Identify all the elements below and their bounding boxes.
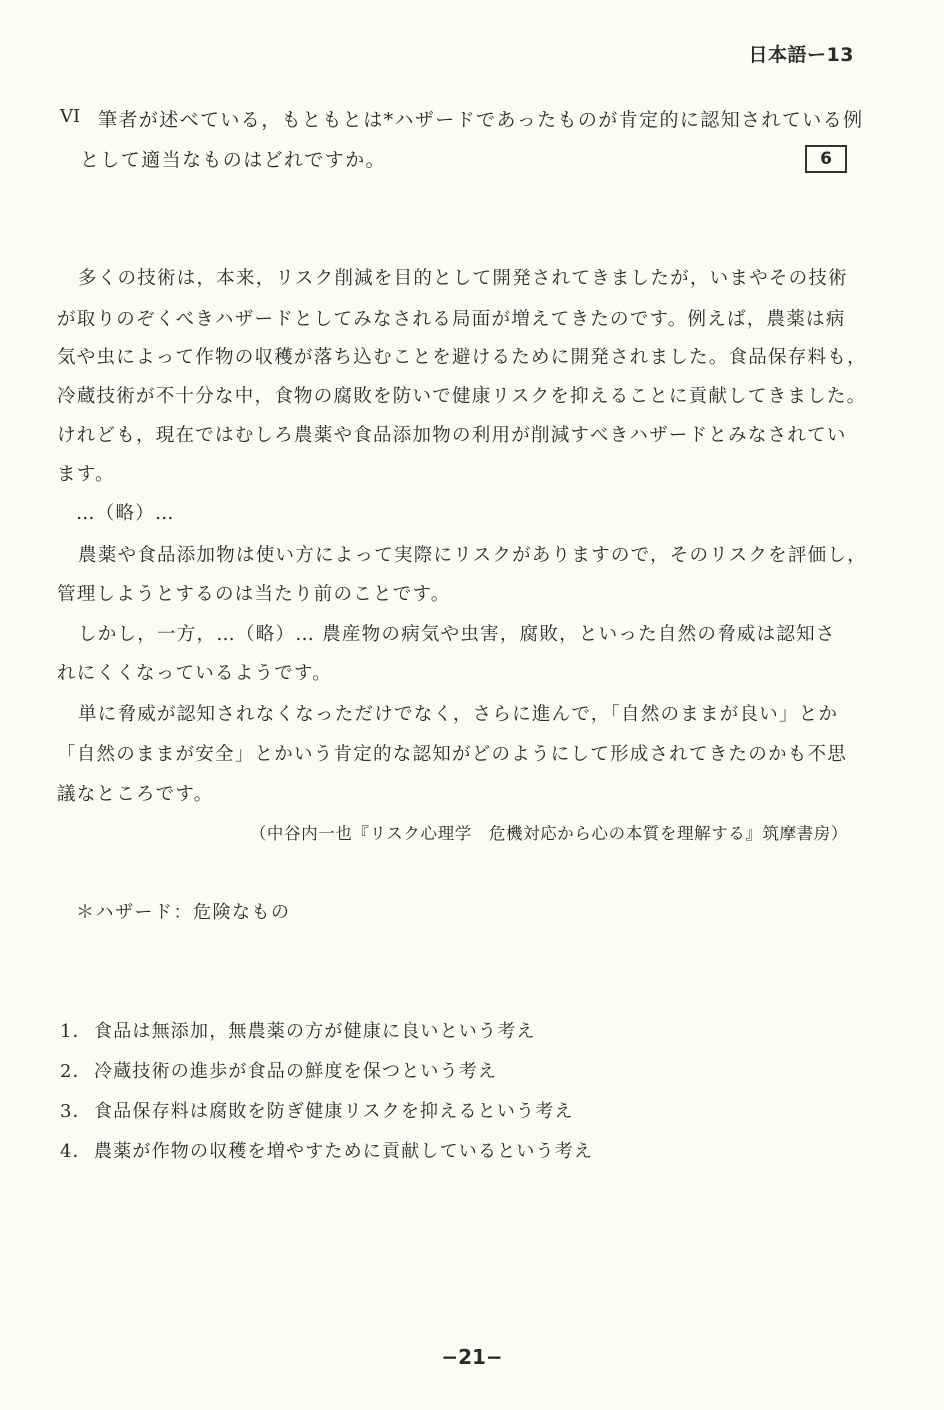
option-3[interactable] [60,1097,574,1123]
passage-line: が取りのぞくべきハザードとしてみなされる局面が増えてきたのです。例えば，農薬は病 [57,309,846,330]
source-citation: （中谷内一也『リスク心理学 危機対応から心の本質を理解する』筑摩書房） [249,824,848,843]
passage-line: 議なところです。 [57,784,214,805]
passage-line: 冷蔵技術が不十分な中，食物の腐敗を防いで健康リスクを抑えることに貢献してきました。 [57,386,867,407]
option-1[interactable] [60,1017,536,1043]
option-4[interactable] [60,1137,593,1163]
option-text: 食品は無添加，無農薬の方が健康に良いという考え [94,1021,536,1042]
option-2[interactable] [60,1057,497,1083]
option-number: 2． [60,1061,92,1082]
passage-line: 気や虫によって作物の収穫が落ち込むことを避けるために開発されました。食品保存料も， [57,347,867,368]
question-text-line-1: 筆者が述べている，もともとは*ハザードであったものが肯定的に認知されている例 [98,109,864,131]
passage-line: しかし，一方，…（略）… 農産物の病気や虫害，腐敗，といった自然の脅威は認知さ [78,624,836,645]
passage-line: 単に脅威が認知されなくなっただけでなく，さらに進んで，「自然のままが良い」とか [78,704,839,725]
option-number: 4． [60,1141,92,1162]
option-number: 3． [60,1101,92,1122]
passage-line: 管理しようとするのは当たり前のことです。 [57,584,451,605]
answer-number-box: 6 [805,145,847,173]
question-number: VI [60,106,81,127]
option-text: 農薬が作物の収穫を増やすために貢献しているという考え [94,1141,594,1162]
option-number: 1． [60,1021,92,1042]
option-text: 食品保存料は腐敗を防ぎ健康リスクを抑えるという考え [94,1101,574,1122]
page-number: −21− [441,1345,503,1369]
passage-line: れにくくなっているようです。 [57,663,333,684]
passage-line: 多くの技術は，本来，リスク削減を目的として開発されてきましたが，いまやその技術 [78,268,848,289]
question-text-line-2: として適当なものはどれですか。 [80,149,387,171]
section-label: 日本語ー13 [748,44,854,66]
passage-line: けれども，現在ではむしろ農薬や食品添加物の利用が削減すべきハザードとみなされてい [57,425,847,446]
passage-line: …（略）… [76,503,175,524]
passage-line: ます。 [57,464,115,485]
footnote: ＊ハザード：危険なもの [76,902,291,923]
passage-line: 「自然のままが安全」とかいう肯定的な認知がどのようにして形成されてきたのかも不思 [57,744,848,765]
option-text: 冷蔵技術の進歩が食品の鮮度を保つという考え [94,1061,498,1082]
passage-line: 農薬や食品添加物は使い方によって実際にリスクがありますので，そのリスクを評価し， [78,545,867,566]
